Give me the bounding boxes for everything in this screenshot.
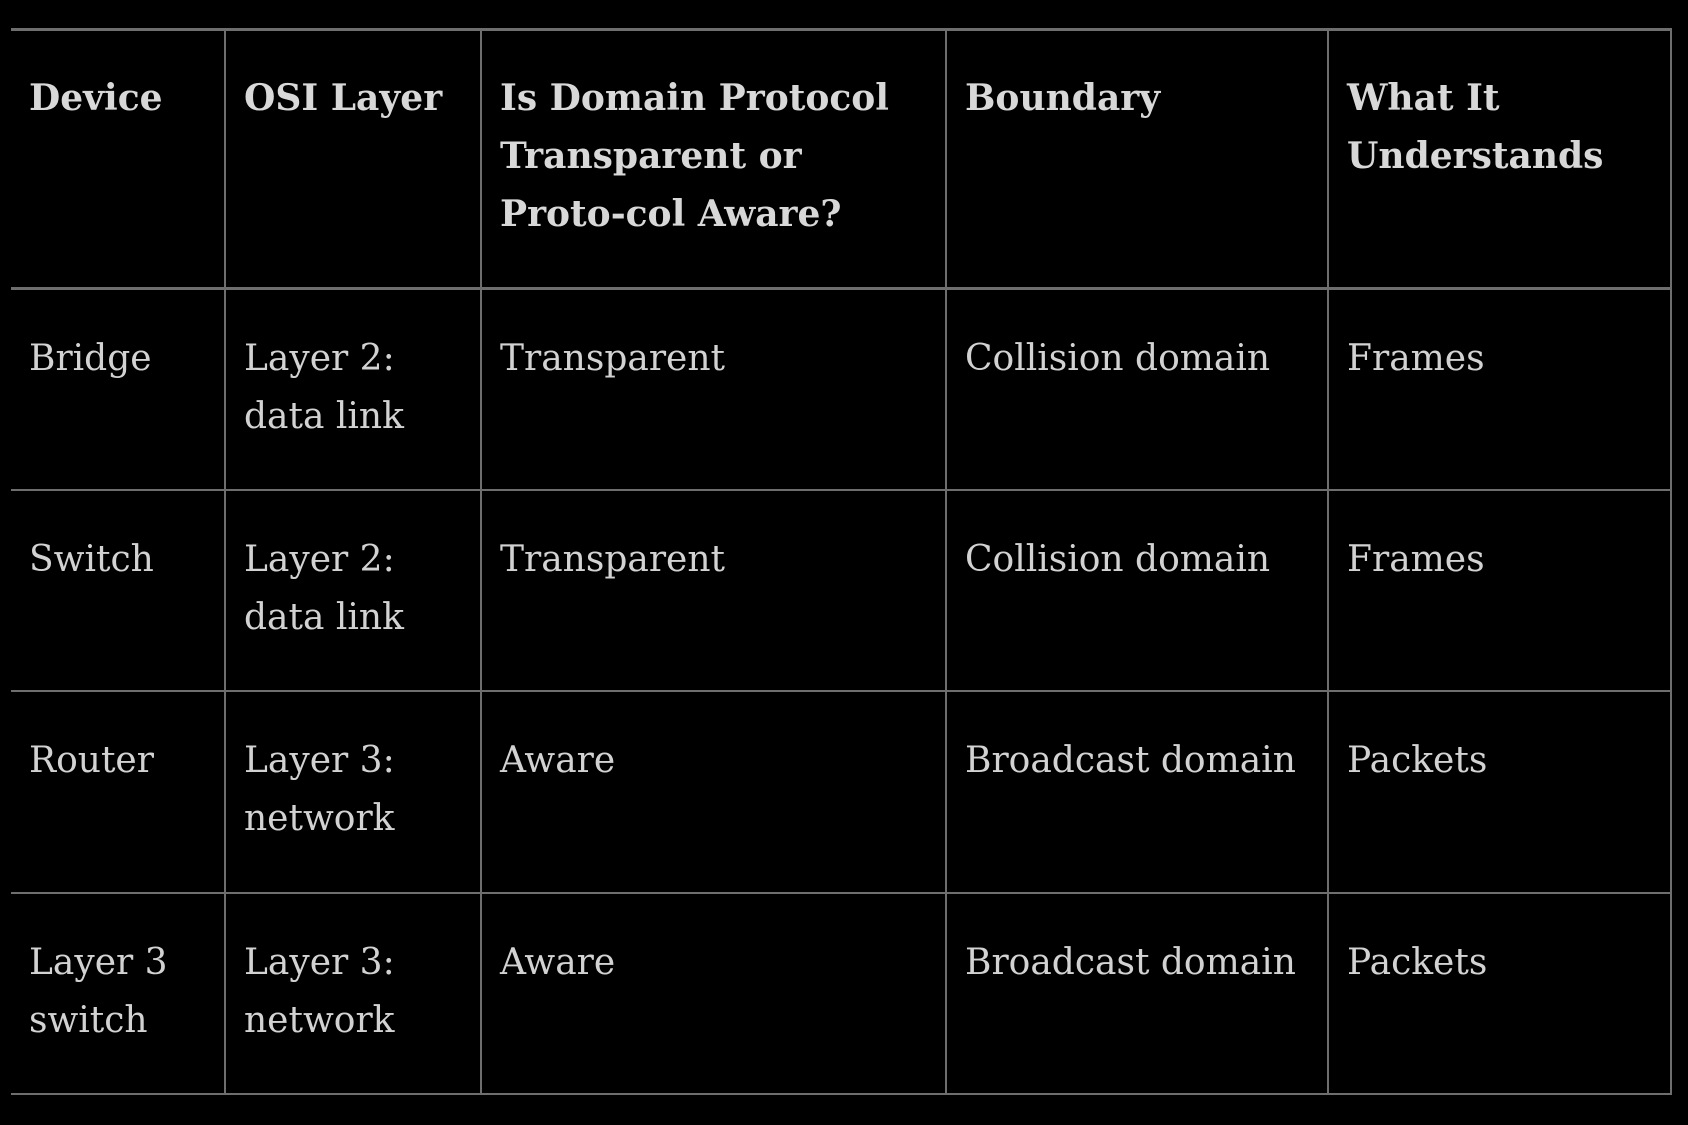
cell-protocol-awareness: Transparent [481, 289, 946, 490]
table-row [11, 289, 1671, 490]
cell-osi-layer: Layer 2: data link [225, 490, 481, 691]
cell-what-it-understands: Packets [1328, 893, 1671, 1094]
cell-protocol-awareness: Transparent [481, 490, 946, 691]
cell-protocol-awareness: Aware [481, 893, 946, 1094]
header-row [11, 30, 1671, 289]
table-header [11, 30, 1671, 289]
cell-what-it-understands: Frames [1328, 490, 1671, 691]
table-row [11, 490, 1671, 691]
cell-osi-layer: Layer 2: data link [225, 289, 481, 490]
cell-device: Bridge [11, 289, 225, 490]
header-device: Device [11, 30, 225, 289]
header-osi-layer: OSI Layer [225, 30, 481, 289]
table-row [11, 893, 1671, 1094]
cell-osi-layer: Layer 3: network [225, 893, 481, 1094]
header-boundary: Boundary [946, 30, 1328, 289]
cell-what-it-understands: Packets [1328, 691, 1671, 892]
header-what-it-understands: What It Understands [1328, 30, 1671, 289]
cell-device: Layer 3 switch [29, 941, 168, 1041]
cell-boundary: Broadcast domain [946, 893, 1328, 1094]
cell-protocol-awareness: Aware [481, 691, 946, 892]
table-row [11, 691, 1671, 892]
cell-osi-layer: Layer 3: network [225, 691, 481, 892]
cell-boundary: Collision domain [946, 289, 1328, 490]
table-body [11, 289, 1671, 1095]
cell-what-it-understands: Frames [1328, 289, 1671, 490]
device-comparison-table [11, 28, 1672, 1095]
cell-device: Router [11, 691, 225, 892]
cell-boundary: Collision domain [946, 490, 1328, 691]
cell-device: Switch [11, 490, 225, 691]
header-protocol-awareness: Is Domain Protocol Transparent or Proto-col Aware? [481, 30, 946, 289]
cell-boundary: Broadcast domain [946, 691, 1328, 892]
comparison-table-container [11, 28, 1671, 1095]
